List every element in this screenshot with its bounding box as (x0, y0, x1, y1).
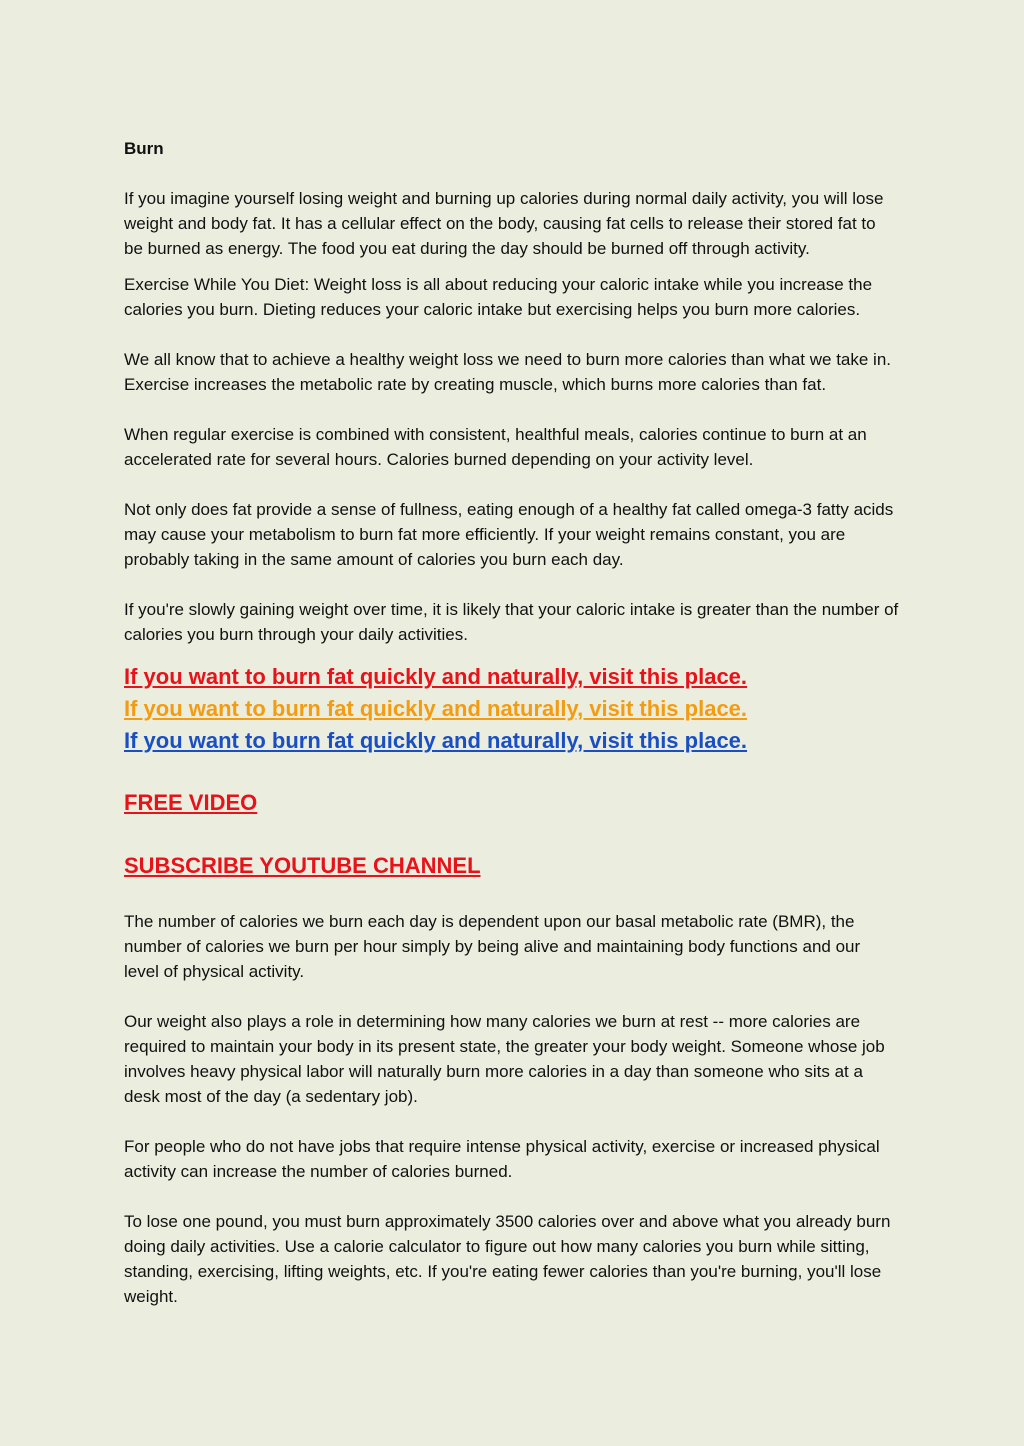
paragraph: We all know that to achieve a healthy weight loss we need to burn more calories than what we take in. Exercise increases the metabolic rate by creating muscle, which burns more calories than fat. (124, 350, 892, 394)
paragraph: Our weight also plays a role in determining how many calories we burn at rest -- more calories are required to maintain your body in its present state, the greater your body weight. Someone whose job involves heavy physical labor will naturally burn more calories in a day than someone who sits at a desk most of the day (a sedentary job). (124, 1012, 885, 1106)
document-title: Burn (124, 139, 164, 158)
subscribe-youtube-link[interactable]: SUBSCRIBE YOUTUBE CHANNEL (124, 853, 481, 878)
promo-link-orange[interactable]: If you want to burn fat quickly and naturally, visit this place. (124, 696, 748, 721)
paragraph: For people who do not have jobs that require intense physical activity, exercise or increased physical activity can increase the number of calories burned. (124, 1137, 880, 1181)
free-video-link[interactable]: FREE VIDEO (124, 790, 258, 815)
paragraph: To lose one pound, you must burn approximately 3500 calories over and above what you already burn doing daily activities. Use a calorie calculator to figure out how many calories you burn while sitting, standing, exercising, lifting weights, etc. If you're eating fewer calories than you're burning, you'll lose weight. (124, 1212, 891, 1306)
promo-link-red[interactable]: If you want to burn fat quickly and naturally, visit this place. (124, 664, 748, 689)
paragraph: If you imagine yourself losing weight and burning up calories during normal daily activity, you will lose weight and body fat. It has a cellular effect on the body, causing fat cells to release their stored fat to be burned as energy. The food you eat during the day should be burned off through activity. (124, 189, 884, 258)
paragraph: When regular exercise is combined with consistent, healthful meals, calories continue to burn at an accelerated rate for several hours. Calories burned depending on your activity level. (124, 425, 867, 469)
promo-link-blue[interactable]: If you want to burn fat quickly and naturally, visit this place. (124, 728, 748, 753)
paragraph: Not only does fat provide a sense of fullness, eating enough of a healthy fat called omega-3 fatty acids may cause your metabolism to burn fat more efficiently. If your weight remains constant, you are probably taking in the same amount of calories you burn each day. (124, 500, 894, 569)
paragraph: The number of calories we burn each day is dependent upon our basal metabolic rate (BMR), the number of calories we burn per hour simply by being alive and maintaining body functions and our level of physical activity. (124, 912, 861, 981)
promo-links (124, 661, 899, 757)
document-page (124, 136, 899, 1309)
paragraph: If you're slowly gaining weight over time, it is likely that your caloric intake is greater than the number of calories you burn through your daily activities. (124, 600, 899, 644)
paragraph: Exercise While You Diet: Weight loss is all about reducing your caloric intake while you increase the calories you burn. Dieting reduces your caloric intake but exercising helps you burn more calories. (124, 275, 873, 319)
